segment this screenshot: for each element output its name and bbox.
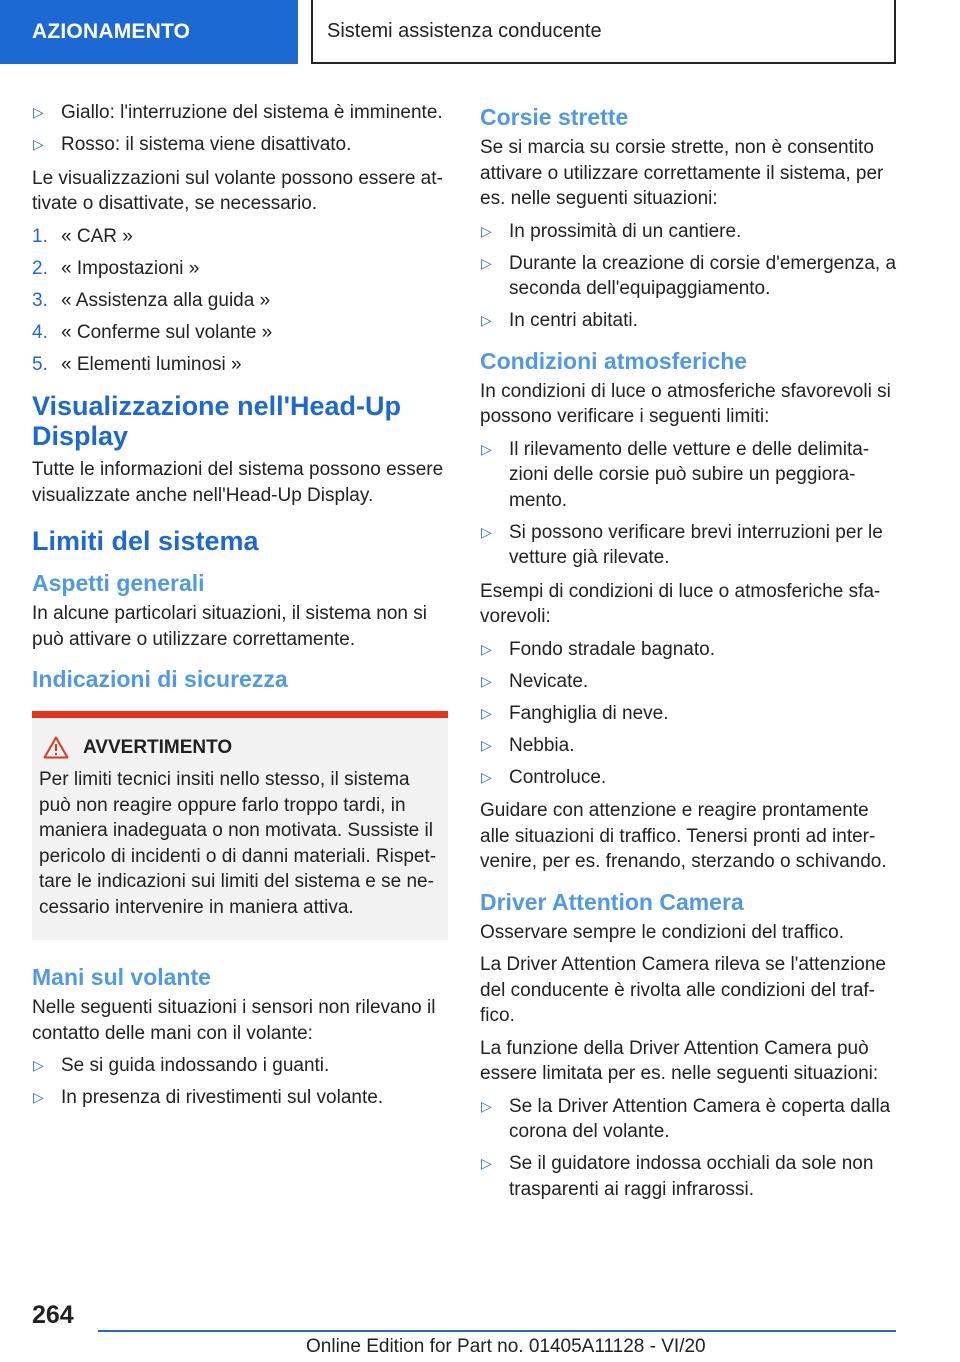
hud-heading: Visualizzazione nell'Head-Up Display	[32, 391, 402, 451]
color-status-list	[32, 100, 448, 158]
warning-triangle-icon	[43, 736, 69, 759]
triangle-right-icon: ▷	[481, 222, 492, 239]
triangle-right-icon: ▷	[481, 523, 492, 540]
narrow-list	[480, 219, 896, 334]
safety-heading: Indicazioni di sicurezza	[32, 666, 288, 692]
list-item: ▷ Fanghiglia di neve.	[480, 701, 896, 727]
intro-paragraph: Le visualizzazioni sul volante possono essere at-tivate o disattivate, se necessario.	[32, 167, 443, 214]
camera-list	[480, 1094, 896, 1203]
list-item: ▷ Durante la creazione di corsie d'emergenza, a seconda dell'equipaggiamento.	[481, 252, 897, 299]
hud-paragraph: Tutte le informazioni del sistema possono essere visualizzate anche nell'Head-Up Display.	[32, 459, 444, 506]
list-item: ▷ Nebbia.	[480, 733, 896, 759]
weather-paragraph: In condizioni di luce o atmosferiche sfavorevoli si possono verificare i seguenti limiti:	[480, 380, 891, 427]
weather-heading: Condizioni atmosferiche	[480, 347, 748, 374]
narrow-heading: Corsie strette	[480, 104, 629, 130]
list-item: ▷ Se si guida indossando i guanti.	[32, 1053, 448, 1079]
camera-heading: Driver Attention Camera	[480, 888, 744, 915]
list-item: ▷ Fondo stradale bagnato.	[480, 637, 896, 663]
list-item: ▷ In presenza di rivestimenti sul volante.	[32, 1085, 448, 1111]
general-paragraph: In alcune particolari situazioni, il sistema non si può attivare o utilizzare correttamente.	[32, 603, 427, 650]
list-item: ▷ In prossimità di un cantiere.	[480, 219, 896, 245]
camera-paragraph-2: La Driver Attention Camera rileva se l'attenzione del conducente è rivolta alle condizioni del traf-fico.	[480, 954, 886, 1026]
step-item: 5. « Elementi luminosi »	[32, 353, 242, 375]
hands-heading: Mani sul volante	[32, 964, 211, 990]
general-heading: Aspetti generali	[32, 570, 205, 596]
step-item: 3. « Assistenza alla guida »	[32, 289, 271, 311]
triangle-right-icon: ▷	[33, 1057, 44, 1073]
section-title: AZIONAMENTO	[32, 20, 191, 43]
camera-paragraph-1: Osservare sempre le condizioni del traffico.	[480, 921, 844, 943]
warning-title: AVVERTIMENTO	[83, 736, 233, 758]
list-item: ▷ Giallo: l'interruzione del sistema è imminente.	[32, 100, 448, 126]
list-item: ▷ In centri abitati.	[480, 308, 896, 334]
chapter-title: Sistemi assistenza conducente	[327, 19, 602, 42]
list-item: ▷ Se il guidatore indossa occhiali da sole non trasparenti ai raggi infrarossi.	[481, 1153, 874, 1200]
warning-box	[32, 711, 448, 940]
left-column	[32, 100, 448, 1119]
list-item: ▷ Nevicate.	[480, 669, 896, 695]
triangle-right-icon: ▷	[33, 136, 44, 152]
triangle-right-icon: ▷	[481, 704, 492, 721]
triangle-right-icon: ▷	[481, 640, 492, 657]
limits-heading: Limiti del sistema	[32, 526, 259, 556]
triangle-right-icon: ▷	[481, 672, 492, 689]
triangle-right-icon: ▷	[481, 254, 492, 271]
examples-list	[480, 637, 896, 791]
triangle-right-icon: ▷	[481, 1155, 492, 1171]
page-number: 264	[32, 1301, 74, 1329]
step-item: 4. « Conferme sul volante »	[32, 321, 273, 343]
camera-paragraph-3: La funzione della Driver Attention Camera può essere limitata per es. nelle seguenti situazioni:	[480, 1037, 879, 1084]
examples-paragraph: Esempi di condizioni di luce o atmosferiche sfa-vorevoli:	[480, 580, 881, 627]
chapter-tab	[311, 0, 896, 64]
section-tab	[0, 0, 298, 64]
steps-list	[32, 224, 448, 378]
triangle-right-icon: ▷	[33, 1089, 44, 1105]
list-item: ▷ Controluce.	[480, 765, 896, 791]
warning-text: Per limiti tecnici insiti nello stesso, il sistema può non reagire oppure farlo troppo tardi, in maniera inadeguata o non motivata. Sussiste il pericolo di incidenti o di danni materiali. Rispet-tare le indicazioni sui limiti del sistema e se ne-cessario intervenire in maniera attiva.	[39, 769, 437, 918]
hands-list	[32, 1053, 448, 1111]
drive-paragraph: Guidare con attenzione e reagire prontamente alle situazioni di traffico. Tenersi pronti ad inter-venire, per es. frenando, sterzando o schivando.	[480, 800, 887, 872]
list-item: ▷ Rosso: il sistema viene disattivato.	[32, 132, 448, 158]
triangle-right-icon: ▷	[33, 104, 44, 120]
list-item: ▷ Il rilevamento delle vetture e delle delimita-zioni delle corsie può subire un peggiora-mento.	[481, 438, 870, 511]
hands-paragraph: Nelle seguenti situazioni i sensori non rilevano il contatto delle mani con il volante:	[32, 997, 436, 1044]
narrow-paragraph: Se si marcia su corsie strette, non è consentito attivare o utilizzare correttamente il sistema, per es. nelle seguenti situazioni:	[480, 137, 884, 209]
warning-title-row	[39, 736, 438, 759]
list-item: ▷ Se la Driver Attention Camera è coperta dalla corona del volante.	[481, 1095, 891, 1142]
triangle-right-icon: ▷	[481, 440, 492, 457]
triangle-right-icon: ▷	[481, 768, 492, 785]
step-item: 1. « CAR »	[32, 225, 133, 247]
step-item: 2. « Impostazioni »	[32, 257, 200, 279]
footer-edition: Online Edition for Part no. 01405A11128 - VI/20	[306, 1336, 706, 1357]
right-column	[480, 100, 896, 1210]
triangle-right-icon: ▷	[481, 736, 492, 753]
footer-divider	[98, 1330, 896, 1332]
weather-list	[480, 437, 896, 571]
list-item: ▷ Si possono verificare brevi interruzioni per le vetture già rilevate.	[481, 521, 883, 568]
triangle-right-icon: ▷	[481, 1097, 492, 1114]
triangle-right-icon: ▷	[481, 312, 492, 328]
